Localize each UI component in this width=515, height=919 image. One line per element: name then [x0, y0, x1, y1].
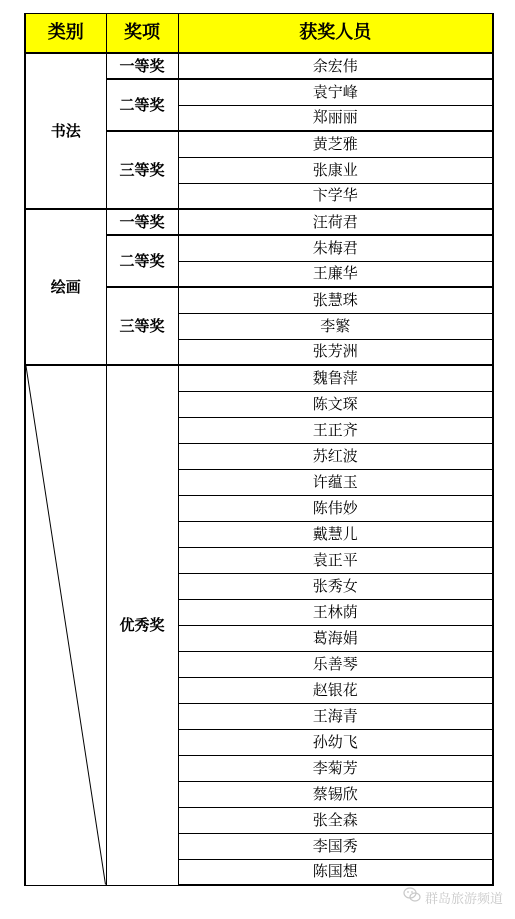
winner-name: 汪荷君	[178, 209, 493, 235]
winner-name: 李国秀	[178, 833, 493, 859]
winner-name: 戴慧儿	[178, 521, 493, 547]
header-row	[25, 14, 493, 54]
winner-name: 王正齐	[178, 417, 493, 443]
winner-name: 郑丽丽	[178, 105, 493, 131]
winner-name: 余宏伟	[178, 53, 493, 79]
table-row	[25, 53, 493, 79]
award-body	[25, 53, 493, 885]
winner-name: 许蕴玉	[178, 469, 493, 495]
winner-name: 乐善琴	[178, 651, 493, 677]
watermark-text: 群岛旅游频道	[424, 891, 503, 907]
winner-name: 陈伟妙	[178, 495, 493, 521]
winner-name: 王廉华	[178, 261, 493, 287]
diagonal-line	[26, 366, 106, 885]
winner-name: 苏红波	[178, 443, 493, 469]
winner-name: 袁正平	[178, 547, 493, 573]
winner-name: 李繁	[178, 313, 493, 339]
winner-name: 袁宁峰	[178, 79, 493, 105]
winner-name: 孙幼飞	[178, 729, 493, 755]
category-cell: 书法	[25, 53, 106, 209]
winner-name: 张秀女	[178, 573, 493, 599]
winner-name: 卞学华	[178, 183, 493, 209]
level-cell: 优秀奖	[106, 365, 178, 885]
table-row	[25, 209, 493, 235]
level-cell: 三等奖	[106, 287, 178, 365]
level-cell: 二等奖	[106, 235, 178, 287]
watermark	[403, 887, 503, 907]
winner-name: 魏鲁萍	[178, 365, 493, 391]
winner-name: 黄芝雅	[178, 131, 493, 157]
winner-name: 葛海娟	[178, 625, 493, 651]
winner-name: 陈文琛	[178, 391, 493, 417]
wechat-icon	[403, 887, 421, 907]
winner-name: 蔡锡欣	[178, 781, 493, 807]
winner-name: 陈国想	[178, 859, 493, 885]
level-cell: 一等奖	[106, 53, 178, 79]
level-cell: 二等奖	[106, 79, 178, 131]
winner-name: 赵银花	[178, 677, 493, 703]
winner-name: 王海青	[178, 703, 493, 729]
winner-name: 张慧珠	[178, 287, 493, 313]
winner-name: 朱梅君	[178, 235, 493, 261]
category-cell	[25, 365, 106, 885]
header-category: 类别	[25, 14, 106, 54]
winner-name: 张芳洲	[178, 339, 493, 365]
category-cell: 绘画	[25, 209, 106, 365]
winner-name: 张全森	[178, 807, 493, 833]
winner-name: 王林荫	[178, 599, 493, 625]
header-level: 奖项	[106, 14, 178, 54]
winner-name: 李菊芳	[178, 755, 493, 781]
header-winners: 获奖人员	[178, 14, 493, 54]
table-row	[25, 365, 493, 391]
award-table	[24, 13, 494, 886]
winner-name: 张康业	[178, 157, 493, 183]
level-cell: 一等奖	[106, 209, 178, 235]
level-cell: 三等奖	[106, 131, 178, 209]
